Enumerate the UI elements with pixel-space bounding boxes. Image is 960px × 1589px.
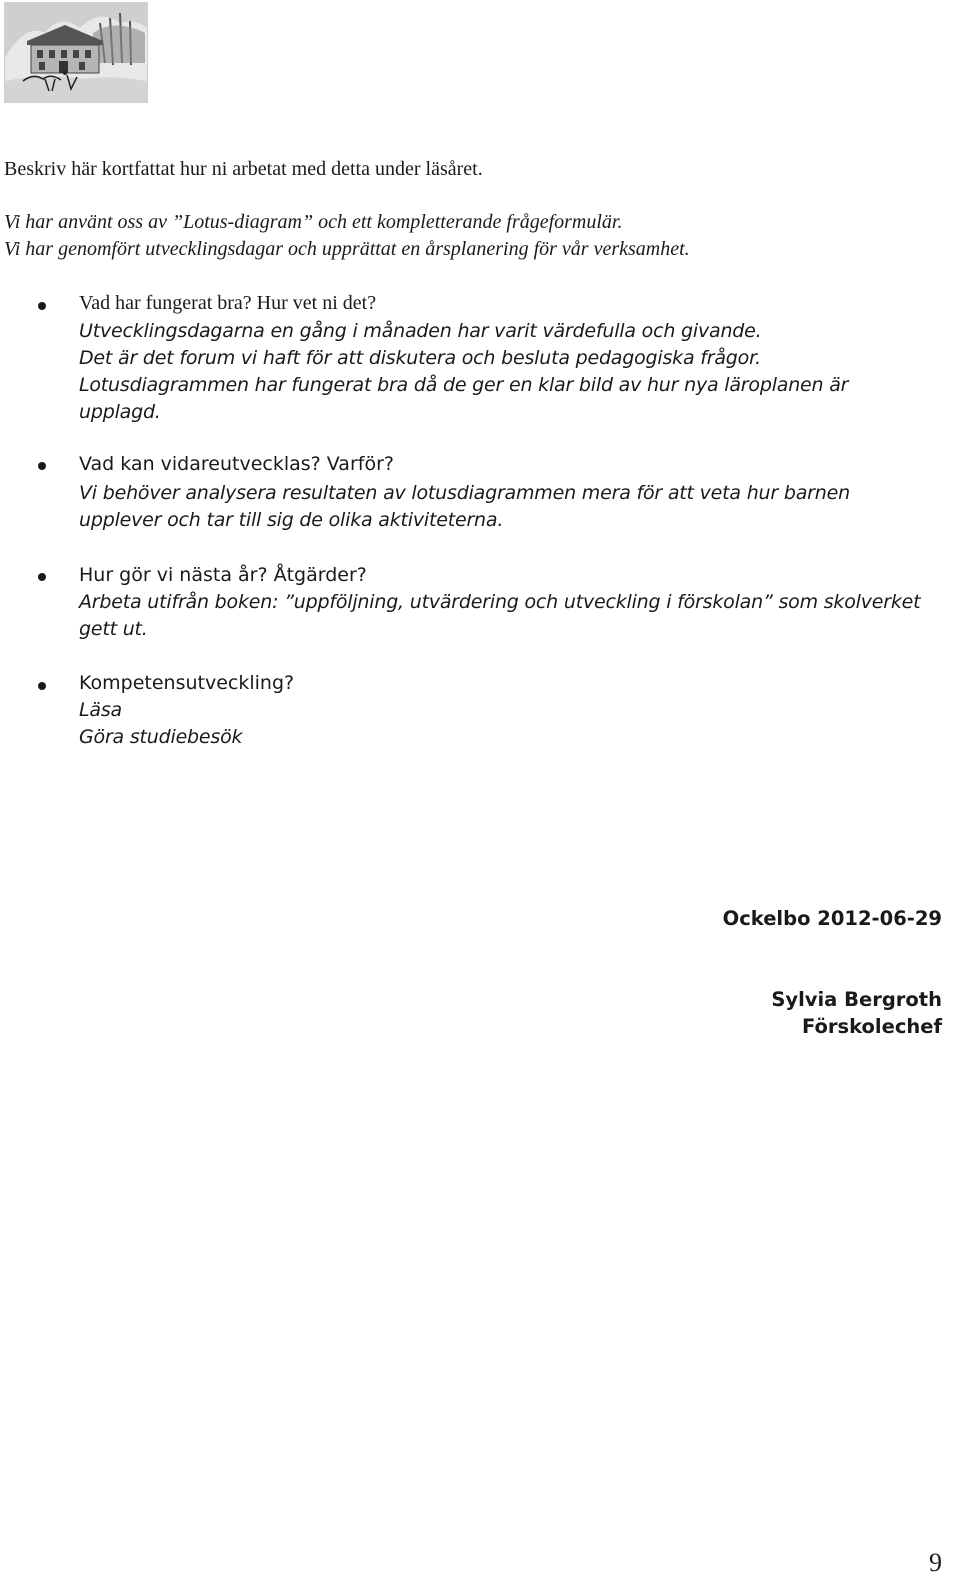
section-answer-line: Vi behöver analysera resultaten av lotusdiagrammen mera för att veta hur barnen [79, 482, 850, 504]
bullet-icon [38, 682, 46, 690]
section-answer-line: upplagd. [79, 401, 161, 423]
house-logo-icon [4, 2, 148, 103]
section-answer-line: Utvecklingsdagarna en gång i månaden har varit värdefulla och givande. [79, 320, 762, 342]
signature-name: Sylvia Bergroth [771, 988, 942, 1011]
section-question: Hur gör vi nästa år? Åtgärder? [79, 564, 367, 586]
bullet-icon [38, 302, 46, 310]
section-answer-line: Det är det forum vi haft för att diskutera och besluta pedagogiska frågor. [79, 347, 761, 369]
bullet-icon [38, 573, 46, 581]
section-question: Vad kan vidareutvecklas? Varför? [79, 453, 394, 475]
section-answer-line: Arbeta utifrån boken: ”uppföljning, utvärdering och utveckling i förskolan” som skolverket [79, 591, 921, 613]
intro-answer-line-1: Vi har använt oss av ”Lotus-diagram” och ett kompletterande frågeformulär. [4, 211, 623, 233]
section-answer-line: upplever och tar till sig de olika aktiviteterna. [79, 509, 504, 531]
page-number: 9 [929, 1548, 942, 1577]
section-question: Kompetensutveckling? [79, 672, 295, 694]
section-question: Vad har fungerat bra? Hur vet ni det? [79, 292, 377, 314]
bullet-icon [38, 462, 46, 470]
section-answer-line: gett ut. [79, 618, 148, 640]
signature-place-date: Ockelbo 2012-06-29 [722, 907, 942, 930]
section-answer-line: Läsa [79, 699, 122, 721]
intro-prompt: Beskriv här kortfattat hur ni arbetat med detta under läsåret. [4, 158, 483, 180]
intro-answer-line-2: Vi har genomfört utvecklingsdagar och upprättat en årsplanering för vår verksamhet. [4, 238, 690, 260]
section-answer-line: Göra studiebesök [79, 726, 243, 748]
section-answer-line: Lotusdiagrammen har fungerat bra då de ger en klar bild av hur nya läroplanen är [79, 374, 849, 396]
signature-title: Förskolechef [801, 1015, 942, 1038]
